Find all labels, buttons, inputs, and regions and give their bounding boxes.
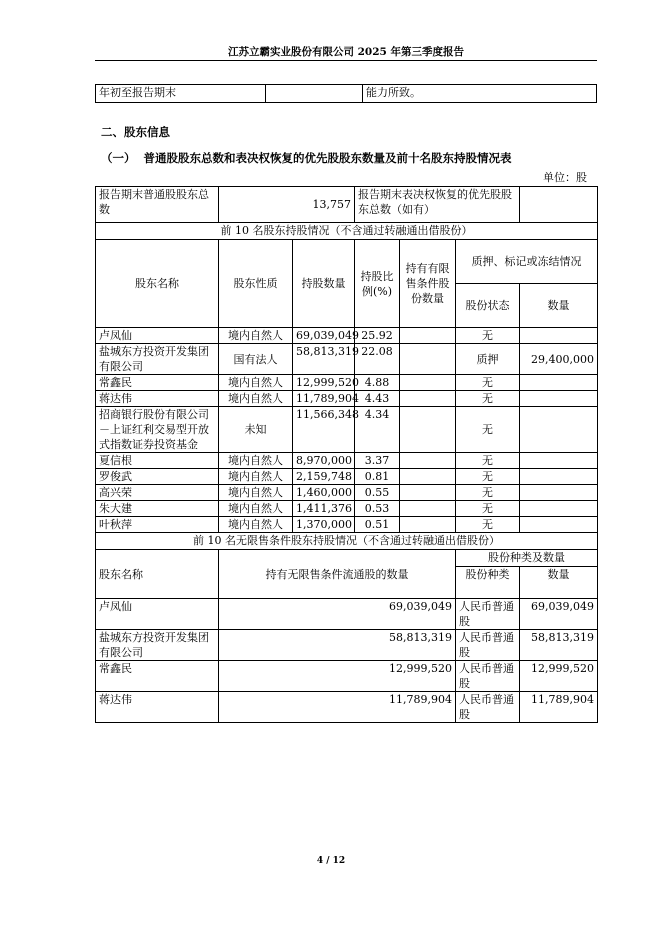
shareholder-name: 卢凤仙 [96,328,219,344]
shares-held: 11,566,348 [293,407,355,453]
table-row [96,391,598,407]
top-cell-2 [266,85,363,103]
shares-held: 12,999,520 [293,375,355,391]
pledge-status: 无 [456,469,520,485]
shareholder-table [95,186,598,723]
col-header-shares: 持股数量 [293,240,355,328]
shares-held: 1,370,000 [293,517,355,533]
header-rule [95,60,597,61]
unrestricted-caption: 前 10 名无限售条件股东持股情况（不含通过转融通出借股份） [96,533,598,550]
u-header-name: 股东名称 [96,550,219,599]
pledge-status: 无 [456,453,520,469]
report-header: 江苏立霸实业股份有限公司 2025 年第三季度报告 [227,46,465,58]
shareholder-nature: 境内自然人 [219,485,293,501]
shareholder-nature: 境内自然人 [219,453,293,469]
u-unrestricted-qty: 58,813,319 [219,630,456,661]
holding-ratio: 0.53 [355,501,400,517]
col-header-pledge-status: 股份状态 [456,284,520,328]
u-share-type: 人民币普通股 [456,630,520,661]
pledge-quantity [520,328,598,344]
u-share-type: 人民币普通股 [456,692,520,723]
pledge-quantity [520,391,598,407]
restricted-shares [400,501,456,517]
summary-label-1: 报告期末普通股股东总数 [96,187,219,223]
shareholder-nature: 境内自然人 [219,469,293,485]
u-header-type: 股份种类 [456,567,520,599]
restricted-shares [400,391,456,407]
shareholder-nature: 境内自然人 [219,391,293,407]
pledge-status: 无 [456,328,520,344]
u-header-qty: 持有无限售条件流通股的数量 [219,550,456,599]
u-share-amount: 11,789,904 [520,692,598,723]
pledge-status: 质押 [456,344,520,375]
pledge-quantity [520,517,598,533]
holding-ratio: 4.34 [355,407,400,453]
top10-caption: 前 10 名股东持股情况（不含通过转融通出借股份） [96,223,598,240]
pledge-status: 无 [456,375,520,391]
pledge-quantity [520,407,598,453]
u-shareholder-name: 盐城东方投资开发集团有限公司 [96,630,219,661]
table-row [96,485,598,501]
shares-held: 1,460,000 [293,485,355,501]
section-title: 二、股东信息 [101,125,170,139]
shareholder-nature: 未知 [219,407,293,453]
table-row [96,375,598,391]
col-header-pledge-qty: 数量 [520,284,598,328]
col-header-pledge: 质押、标记或冻结情况 [456,240,598,284]
holding-ratio: 3.37 [355,453,400,469]
restricted-shares [400,344,456,375]
u-shareholder-name: 常鑫民 [96,661,219,692]
shareholder-name: 叶秋萍 [96,517,219,533]
col-header-restricted: 持有有限售条件股份数量 [400,240,456,328]
shareholder-name: 招商银行股份有限公司－上证红利交易型开放式指数证券投资基金 [96,407,219,453]
top-continuation-table [95,84,597,103]
restricted-shares [400,407,456,453]
restricted-shares [400,469,456,485]
shares-held: 58,813,319 [293,344,355,375]
sub-title-number: （一） [101,151,136,165]
pledge-status: 无 [456,501,520,517]
table-row [96,599,598,630]
pledge-quantity [520,501,598,517]
restricted-shares [400,328,456,344]
shareholder-nature: 境内自然人 [219,501,293,517]
shares-held: 8,970,000 [293,453,355,469]
shares-held: 2,159,748 [293,469,355,485]
shareholder-nature: 境内自然人 [219,328,293,344]
table-row [96,453,598,469]
u-unrestricted-qty: 11,789,904 [219,692,456,723]
restricted-shares [400,453,456,469]
table-row [96,517,598,533]
unit-label: 单位：股 [543,171,587,184]
holding-ratio: 22.08 [355,344,400,375]
shareholder-name: 罗俊武 [96,469,219,485]
sub-title [101,150,512,166]
shareholder-name: 盐城东方投资开发集团有限公司 [96,344,219,375]
shareholder-name: 高兴荣 [96,485,219,501]
pledge-status: 无 [456,517,520,533]
u-share-amount: 58,813,319 [520,630,598,661]
top-cell-1: 年初至报告期末 [96,85,266,103]
restricted-shares [400,485,456,501]
shareholder-nature: 境内自然人 [219,375,293,391]
table-row [96,469,598,485]
holding-ratio: 0.55 [355,485,400,501]
holding-ratio: 4.88 [355,375,400,391]
pledge-status: 无 [456,391,520,407]
table-row [96,328,598,344]
u-unrestricted-qty: 12,999,520 [219,661,456,692]
summary-value-2 [520,187,598,223]
holding-ratio: 0.81 [355,469,400,485]
pledge-quantity [520,469,598,485]
shareholder-name: 朱大建 [96,501,219,517]
col-header-name: 股东名称 [96,240,219,328]
u-share-type: 人民币普通股 [456,661,520,692]
summary-label-2: 报告期末表决权恢复的优先股股东总数（如有） [355,187,520,223]
restricted-shares [400,517,456,533]
shareholder-name: 夏信根 [96,453,219,469]
holding-ratio: 0.51 [355,517,400,533]
shares-held: 1,411,376 [293,501,355,517]
page-number: 4 / 12 [316,856,346,866]
pledge-quantity [520,453,598,469]
shareholder-name: 常鑫民 [96,375,219,391]
u-shareholder-name: 卢凤仙 [96,599,219,630]
unrestricted-body [96,599,598,723]
u-share-amount: 69,039,049 [520,599,598,630]
pledge-quantity: 29,400,000 [520,344,598,375]
pledge-status: 无 [456,407,520,453]
shareholder-name: 蒋达伟 [96,391,219,407]
shares-held: 11,789,904 [293,391,355,407]
u-header-amount: 数量 [520,567,598,599]
table-row [96,630,598,661]
holding-ratio: 25.92 [355,328,400,344]
restricted-shares [400,375,456,391]
holding-ratio: 4.43 [355,391,400,407]
shareholder-nature: 境内自然人 [219,517,293,533]
table-row [96,407,598,453]
col-header-nature: 股东性质 [219,240,293,328]
u-header-type-group: 股份种类及数量 [456,550,598,567]
pledge-quantity [520,375,598,391]
table-row [96,692,598,723]
table-row [96,501,598,517]
top10-body [96,328,598,533]
pledge-quantity [520,485,598,501]
shareholder-nature: 国有法人 [219,344,293,375]
summary-value-1: 13,757 [219,187,355,223]
table-row [96,661,598,692]
sub-title-text: 普通股股东总数和表决权恢复的优先股股东数量及前十名股东持股情况表 [143,151,512,165]
u-unrestricted-qty: 69,039,049 [219,599,456,630]
table-row [96,344,598,375]
u-share-type: 人民币普通股 [456,599,520,630]
top-cell-3: 能力所致。 [363,85,597,103]
u-share-amount: 12,999,520 [520,661,598,692]
col-header-ratio: 持股比例(%) [355,240,400,328]
pledge-status: 无 [456,485,520,501]
shares-held: 69,039,049 [293,328,355,344]
u-shareholder-name: 蒋达伟 [96,692,219,723]
